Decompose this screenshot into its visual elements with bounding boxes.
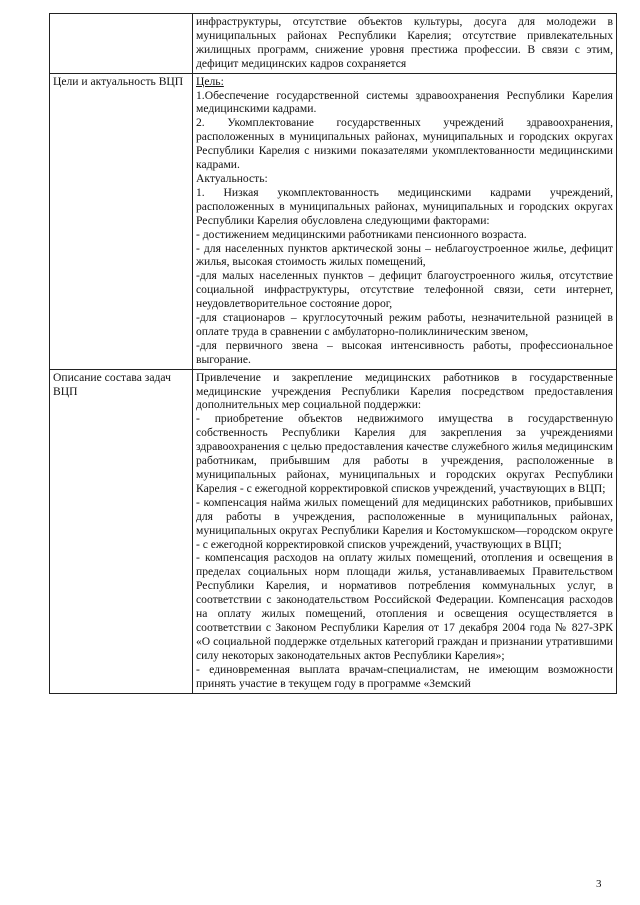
list-item: - достижением медицинскими работниками пенсионного возраста. <box>196 227 527 241</box>
list-item: - для населенных пунктов арктической зоны – неблагоустроенное жилье, дефицит жилья, высокая стоимость жилых помещений, <box>196 241 613 269</box>
label-text: Описание состава задач ВЦП <box>53 370 171 398</box>
paragraph: инфраструктуры, отсутствие объектов культуры, досуга для молодежи в муниципальных районах Республики Карелия; отсутствие привлекательных жилищных программ, снижение уровня престижа профессии. В связи с этим, дефицит медицинских кадров сохраняется <box>196 15 613 70</box>
goal-heading: Цель: <box>196 74 224 88</box>
paragraph: 1.Обеспечение государственной системы здравоохранения Республики Карелия медицинскими кадрами. <box>196 88 613 116</box>
table-row-goals <box>50 73 617 369</box>
list-item: - компенсация найма жилых помещений для медицинских работников, прибывших для работы в учреждения, расположенные в муниципальных районах, муниципальных округах Республики Карелия и Костомукшском—городском округе - с ежегодной корректировкой списков учреждений, участвующих в ВЦП; <box>196 495 613 551</box>
table-row-tasks <box>50 369 617 693</box>
list-item: - приобретение объектов недвижимого имущества в государственную собственность Республики Карелия для закрепления за учреждениями здравоохранения с целью предоставления качестве служебного жилья медицинским работникам, прибывшим для работы в учреждения, расположенные в муниципальных районах, муниципальных и городских округах Республики Карелия - с ежегодной корректировкой списков учреждений, участвующих в ВЦП; <box>196 412 613 495</box>
relevance-heading: Актуальность: <box>196 171 268 185</box>
list-item: -для стационаров – круглосуточный режим работы, незначительной разницей в оплате труда в сравнении с амбулаторно-поликлиническим звеном, <box>196 311 613 338</box>
list-item: - компенсация расходов на оплату жилых помещений, отопления и освещения в пределах социальных норм площади жилья, устанавливаемых Правительством Республики Карелия, и нормативов потребления коммунальных услуг, в соответствии с законодательством Российской Федерации. Компенсация расходов на оплату жилых помещений, отопления и освещения осуществляется в соответствии с Законом Республики Карелия от 17 декабря 2004 года № 827-ЗРК «О социальной поддержке отдельных категорий граждан и признании утратившими силу некоторых законодательных актов Республики Карелия»; <box>196 551 613 662</box>
row-content-goals <box>193 73 617 369</box>
table-row-infrastructure <box>50 14 617 74</box>
list-item: - единовременная выплата врачам-специалистам, не имеющим возможности принять участие в текущем году в программе «Земский <box>196 662 613 690</box>
row-label-goals <box>50 73 193 369</box>
list-item: -для малых населенных пунктов – дефицит благоустроенного жилья, отсутствие социальной инфраструктуры, отсутствие телефонной связи, сети интернет, неудовлетворительное состояние дорог, <box>196 269 613 311</box>
label-text: Цели и актуальность ВЦП <box>53 74 184 88</box>
page-number: 3 <box>596 878 602 890</box>
row-content-infrastructure <box>193 14 617 74</box>
row-label-tasks <box>50 369 193 693</box>
row-content-tasks <box>193 369 617 693</box>
paragraph: Привлечение и закрепление медицинских работников в государственные медицинские учреждения Республики Карелия посредством предоставления дополнительных мер социальной поддержки: <box>196 370 613 412</box>
row-label-empty <box>50 14 193 74</box>
program-table <box>49 13 617 694</box>
paragraph: 1. Низкая укомплектованность медицинскими кадрами учреждений, расположенных в муниципальных районах, муниципальных и городских округах Республики Карелия обусловлена следующими факторами: <box>196 185 613 227</box>
list-item: -для первичного звена – высокая интенсивность работы, профессиональное выгорание. <box>196 338 613 366</box>
paragraph: 2. Укомплектование государственных учреждений здравоохранения, расположенных в муниципальных районах, муниципальных и городских округах Республики Карелия с низкими показателями укомплектованности медицинскими кадрами. <box>196 116 613 172</box>
